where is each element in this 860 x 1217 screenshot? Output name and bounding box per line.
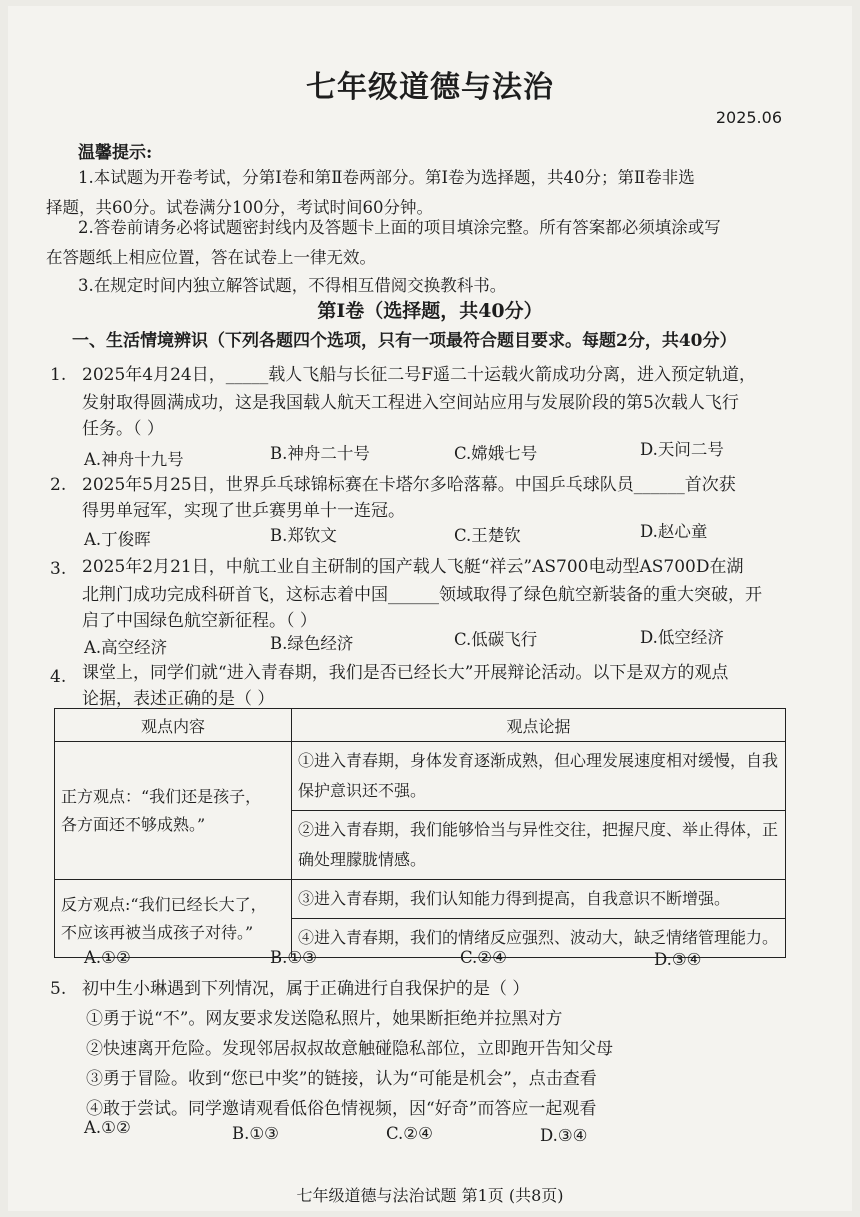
- pro-side-cell: [55, 742, 292, 880]
- opinion-table: [54, 708, 786, 958]
- option-b: B.郑钦文: [270, 526, 337, 545]
- option-d: D.低空经济: [640, 628, 724, 647]
- pro-side-line: 正方观点：“我们还是孩子，: [61, 786, 262, 806]
- option-a: A.神舟十九号: [84, 450, 184, 469]
- argument-3: ③进入青春期，我们认知能力得到提高，自我意识不断增强。: [292, 880, 786, 919]
- question-number: 4.: [50, 667, 67, 687]
- option-c: C.②④: [386, 1124, 433, 1143]
- option-c: C.低碳飞行: [454, 630, 538, 649]
- table-header-row: [55, 709, 786, 742]
- exam-title: 七年级道德与法治: [306, 70, 554, 105]
- question-statement: ③勇于冒险。收到“您已中奖”的链接，认为“可能是机会”，点击查看: [86, 1069, 597, 1089]
- option-a: A.①②: [84, 948, 131, 967]
- question-statement: ②快速离开危险。发现邻居叔叔故意触碰隐私部位，立即跑开告知父母: [86, 1039, 613, 1059]
- question-text-line: 2025年2月21日，中航工业自主研制的国产载人飞艇“祥云”AS700电动型AS700D在湖: [82, 557, 744, 577]
- tips-heading: 温馨提示:: [78, 143, 153, 163]
- exam-date: 2025.06: [715, 108, 782, 127]
- tip-1-line-1: 1.本试题为开卷考试，分第Ⅰ卷和第Ⅱ卷两部分。第Ⅰ卷为选择题，共40分；第Ⅱ卷非选: [78, 168, 695, 187]
- argument-4: ④进入青春期，我们的情绪反应强烈、波动大，缺乏情绪管理能力。: [292, 919, 786, 958]
- con-side-cell: [55, 880, 292, 958]
- question-text-line: 2025年5月25日，世界乒乓球锦标赛在卡塔尔多哈落幕。中国乒乓球队员______首次获: [82, 475, 736, 495]
- argument-1: ①进入青春期，身体发育逐渐成熟，但心理发展速度相对缓慢，自我保护意识还不强。: [292, 742, 786, 811]
- table-header-content: 观点内容: [55, 709, 292, 742]
- option-d: D.天问二号: [640, 440, 724, 459]
- option-b: B.神舟二十号: [270, 444, 370, 463]
- tip-1-line-2: 择题，共60分。试卷满分100分，考试时间60分钟。: [46, 198, 433, 217]
- question-text-line: 任务。（ ）: [82, 419, 164, 439]
- option-b: B.①③: [232, 1124, 279, 1143]
- page-footer: 七年级道德与法治试题 第1页 (共8页): [296, 1186, 564, 1205]
- option-b: B.①③: [270, 948, 317, 967]
- tip-2-line-1: 2.答卷前请务必将试题密封线内及答题卡上面的项目填涂完整。所有答案都必须填涂或写: [78, 218, 721, 237]
- option-c: C.王楚钦: [454, 526, 521, 545]
- question-text-line: 论据，表述正确的是（ ）: [82, 689, 275, 709]
- question-text-line: 启了中国绿色航空新征程。（ ）: [82, 611, 317, 631]
- question-number: 3.: [50, 559, 67, 579]
- table-row: [55, 880, 786, 919]
- question-text-line: 北荆门成功完成科研首飞，这标志着中国______领域取得了绿色航空新装备的重大突破，开: [82, 585, 762, 605]
- question-text-line: 课堂上，同学们就“进入青春期，我们是否已经长大”开展辩论活动。以下是双方的观点: [82, 663, 729, 683]
- con-side-line: 不应该再被当成孩子对待。”: [61, 922, 254, 942]
- part-title: 一、生活情境辨识（下列各题四个选项，只有一项最符合题目要求。每题2分，共40分）: [72, 331, 737, 351]
- question-text-line: 初中生小琳遇到下列情况，属于正确进行自我保护的是（ ）: [82, 979, 530, 999]
- pro-side-line: 各方面还不够成熟。”: [61, 814, 206, 834]
- option-d: D.赵心童: [640, 522, 708, 541]
- question-number: 2.: [50, 475, 67, 495]
- question-text-line: 发射取得圆满成功，这是我国载人航天工程进入空间站应用与发展阶段的第5次载人飞行: [82, 393, 739, 413]
- tip-3-line-1: 3.在规定时间内独立解答试题，不得相互借阅交换教科书。: [78, 276, 507, 295]
- volume-title: 第Ⅰ卷（选择题，共40分）: [317, 300, 543, 322]
- option-c: C.②④: [460, 948, 507, 967]
- con-side-line: 反方观点:“我们已经长大了，: [61, 894, 267, 914]
- question-text-line: 得男单冠军，实现了世乒赛男单十一连冠。: [82, 501, 405, 521]
- option-b: B.绿色经济: [270, 634, 354, 653]
- tip-2-line-2: 在答题纸上相应位置，答在试卷上一律无效。: [46, 248, 376, 267]
- question-statement: ④敢于尝试。同学邀请观看低俗色情视频，因“好奇”而答应一起观看: [86, 1099, 597, 1119]
- question-statement: ①勇于说“不”。网友要求发送隐私照片，她果断拒绝并拉黑对方: [86, 1009, 563, 1029]
- option-d: D.③④: [540, 1126, 588, 1145]
- option-a: A.高空经济: [84, 638, 168, 657]
- argument-2: ②进入青春期，我们能够恰当与异性交往，把握尺度、举止得体，正确处理朦胧情感。: [292, 811, 786, 880]
- option-a: A.丁俊晖: [84, 530, 151, 549]
- option-d: D.③④: [654, 950, 702, 969]
- table-header-args: 观点论据: [292, 709, 786, 742]
- question-number: 1.: [50, 365, 67, 385]
- option-a: A.①②: [84, 1118, 131, 1137]
- table-row: [55, 742, 786, 811]
- question-text-line: 2025年4月24日，_____载人飞船与长征二号F遥二十运载火箭成功分离，进入预定轨道，: [82, 365, 757, 385]
- option-c: C.嫦娥七号: [454, 444, 538, 463]
- question-number: 5.: [50, 979, 67, 999]
